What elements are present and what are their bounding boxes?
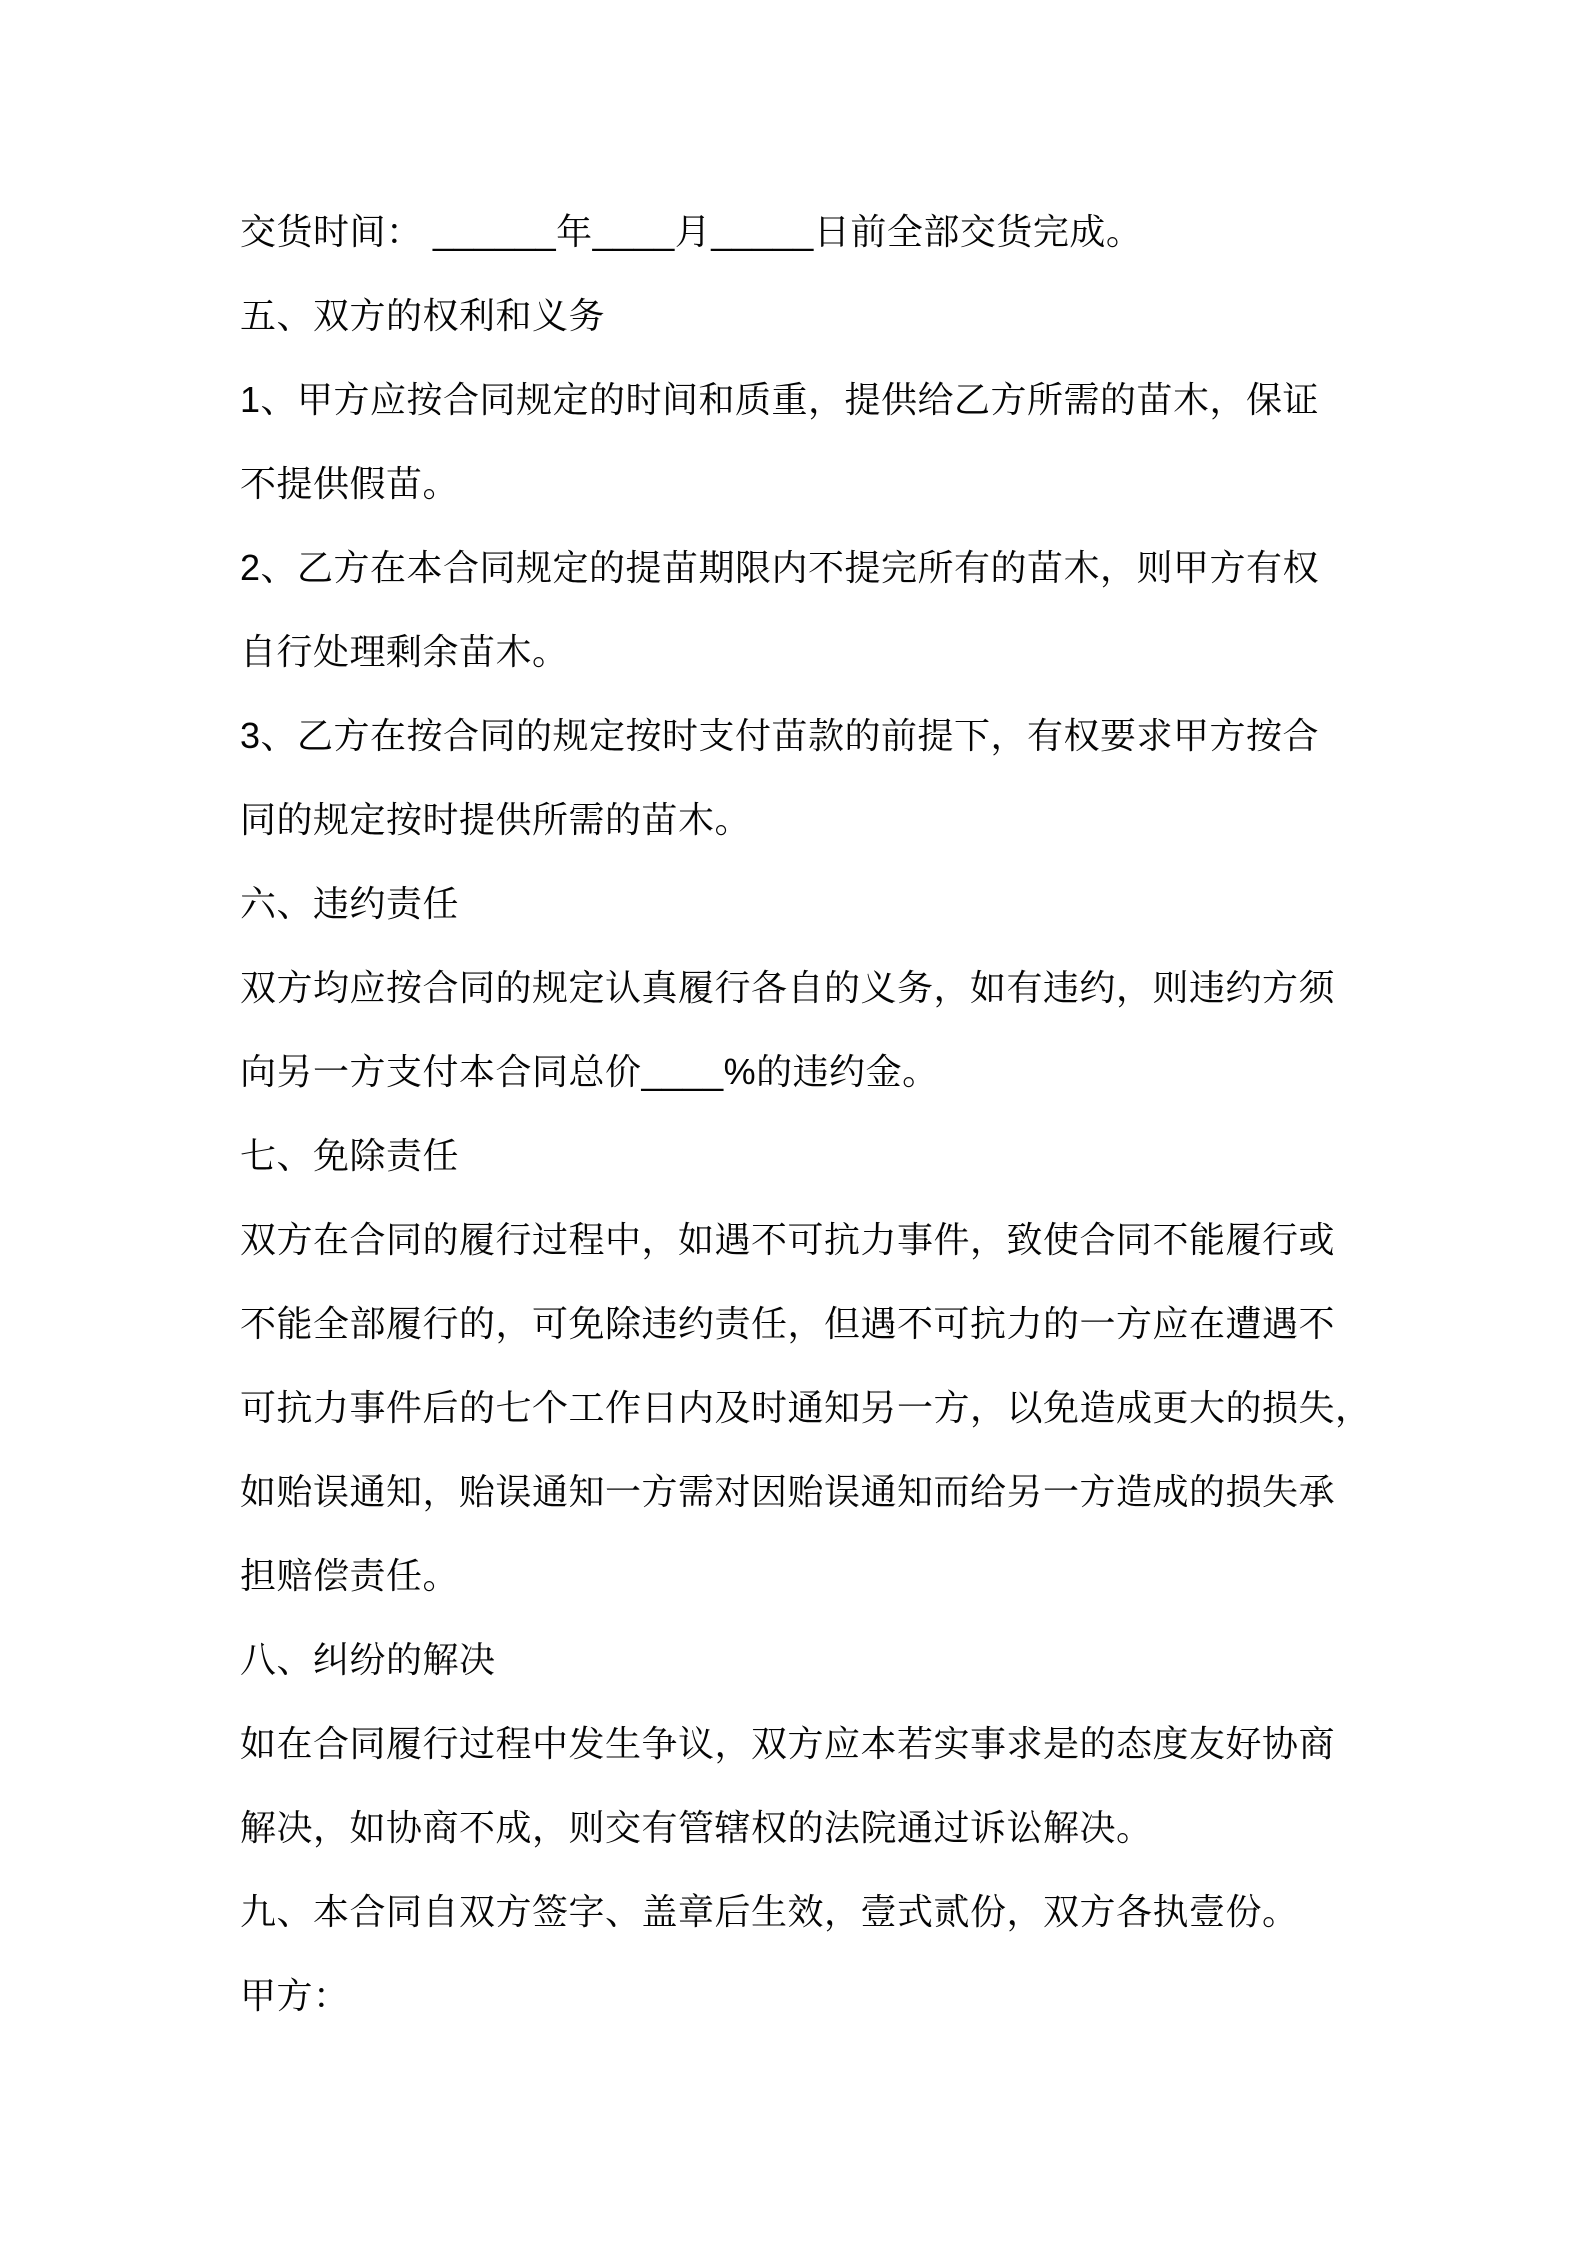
document-text-line: 可抗力事件后的七个工作日内及时通知另一方，以免造成更大的损失， xyxy=(240,1387,1372,1428)
document-heading-line: 七、免除责任 xyxy=(240,1135,460,1176)
document-text-line: 如在合同履行过程中发生争议，双方应本若实事求是的态度友好协商 xyxy=(240,1723,1336,1764)
document-text-line: 自行处理剩余苗木。 xyxy=(240,631,569,672)
document-heading-line: 六、违约责任 xyxy=(240,883,460,924)
document-text-line: 同的规定按时提供所需的苗木。 xyxy=(240,799,752,840)
document-text-line: 甲方： xyxy=(240,1975,350,2016)
document-text-line: 解决，如协商不成，则交有管辖权的法院通过诉讼解决。 xyxy=(240,1807,1153,1848)
document-body xyxy=(240,190,1386,2038)
document-text-line: 3、乙方在按合同的规定按时支付苗款的前提下，有权要求甲方按合 xyxy=(240,715,1320,756)
document-heading-line: 五、双方的权利和义务 xyxy=(240,295,606,336)
document-heading-line: 八、纠纷的解决 xyxy=(240,1639,496,1680)
document-text-line: 担赔偿责任。 xyxy=(240,1555,460,1596)
document-text-line: 1、甲方应按合同规定的时间和质重，提供给乙方所需的苗木，保证 xyxy=(240,379,1320,420)
document-text-line: 向另一方支付本合同总价____%的违约金。 xyxy=(240,1051,939,1092)
document-text-line: 2、乙方在本合同规定的提苗期限内不提完所有的苗木，则甲方有权 xyxy=(240,547,1320,588)
document-text-line: 双方均应按合同的规定认真履行各自的义务，如有违约，则违约方须 xyxy=(240,967,1336,1008)
document-text-line: 九、本合同自双方签字、盖章后生效，壹式贰份，双方各执壹份。 xyxy=(240,1891,1299,1932)
document-text-line: 不能全部履行的，可免除违约责任，但遇不可抗力的一方应在遭遇不 xyxy=(240,1303,1336,1344)
document-text-line: 如贻误通知，贻误通知一方需对因贻误通知而给另一方造成的损失承 xyxy=(240,1471,1336,1512)
document-text-line: 双方在合同的履行过程中，如遇不可抗力事件，致使合同不能履行或 xyxy=(240,1219,1336,1260)
document-text-line: 交货时间： ______年____月_____日前全部交货完成。 xyxy=(240,211,1143,252)
document-text-line: 不提供假苗。 xyxy=(240,463,460,504)
